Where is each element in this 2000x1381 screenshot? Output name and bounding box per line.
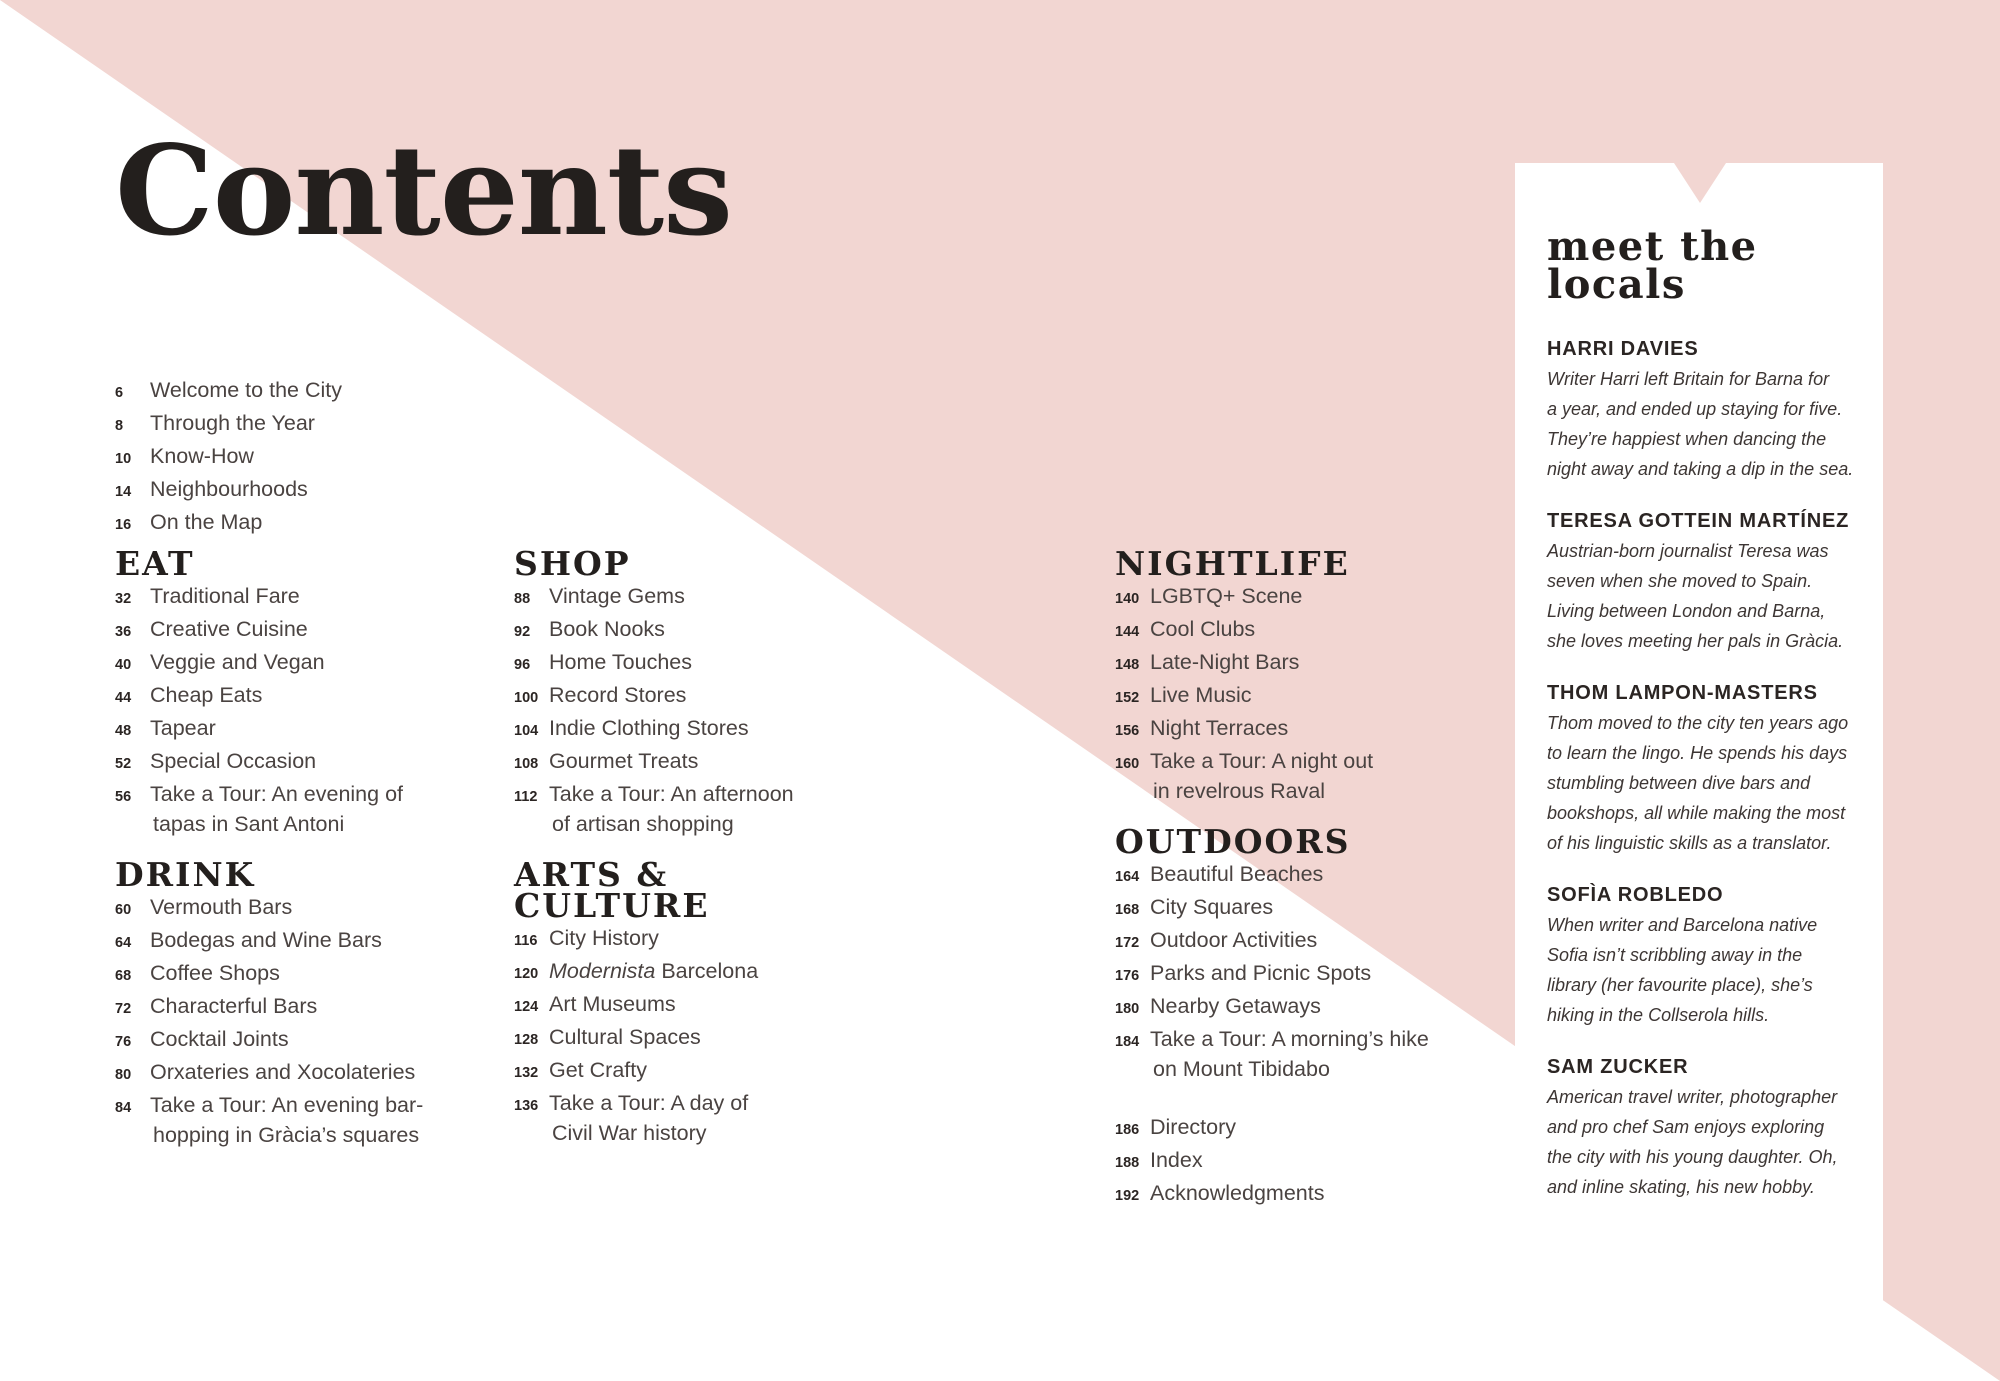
entry-label: Take a Tour: An evening bar- hopping in Gràcia’s squares bbox=[150, 1093, 424, 1147]
section-heading-outdoors: OUTDOORS bbox=[1115, 822, 1351, 861]
intro-list bbox=[115, 375, 342, 540]
entry-label: Neighbourhoods bbox=[150, 477, 308, 501]
page-number: 140 bbox=[1115, 591, 1140, 607]
toc-entry[interactable] bbox=[1115, 1112, 1429, 1145]
page-number: 100 bbox=[514, 690, 539, 706]
page-number: 184 bbox=[1115, 1034, 1140, 1050]
toc-entry[interactable] bbox=[1115, 713, 1429, 746]
entry-label: Acknowledgments bbox=[1150, 1181, 1325, 1205]
toc-entry[interactable] bbox=[514, 680, 794, 713]
toc-entry[interactable] bbox=[115, 614, 423, 647]
local-name: THOM LAMPON-MASTERS bbox=[1547, 682, 1818, 704]
entry-label: Cocktail Joints bbox=[150, 1027, 289, 1051]
page-number: 148 bbox=[1115, 657, 1140, 673]
page-number: 188 bbox=[1115, 1155, 1140, 1171]
entry-label: Modernista Barcelona bbox=[549, 959, 759, 983]
entry-label: Gourmet Treats bbox=[549, 749, 699, 773]
page-number: 168 bbox=[1115, 902, 1140, 918]
toc-entry[interactable] bbox=[514, 1022, 794, 1055]
toc-entry[interactable] bbox=[115, 581, 423, 614]
page-number: 176 bbox=[1115, 968, 1140, 984]
entry-label: LGBTQ+ Scene bbox=[1150, 584, 1303, 608]
page-number: 152 bbox=[1115, 690, 1140, 706]
toc-entry[interactable] bbox=[514, 923, 794, 956]
section-outdoors bbox=[1115, 822, 1429, 1084]
local-bio: Thom moved to the city ten years ago to learn the lingo. He spends his days stumbling between dive bars and bookshops, all while making the most of his linguistic skills as a translator. bbox=[1547, 713, 1849, 853]
entry-label: Home Touches bbox=[549, 650, 693, 674]
column-eat-drink bbox=[115, 544, 424, 1170]
toc-entry[interactable] bbox=[1115, 958, 1429, 991]
toc-entry[interactable] bbox=[514, 614, 794, 647]
toc-entry[interactable] bbox=[115, 892, 423, 925]
toc-entry[interactable] bbox=[1115, 1024, 1429, 1084]
local-profile bbox=[1547, 334, 1877, 484]
section-drink bbox=[115, 855, 424, 1150]
entry-label: Book Nooks bbox=[549, 617, 665, 641]
section-arts-culture bbox=[514, 855, 794, 1148]
toc-entry[interactable] bbox=[115, 1024, 423, 1057]
page-number: 186 bbox=[1115, 1122, 1140, 1138]
toc-entry[interactable] bbox=[115, 375, 342, 408]
toc-entry[interactable] bbox=[115, 647, 423, 680]
entry-label: Take a Tour: A morning’s hike on Mount Tibidabo bbox=[1150, 1027, 1429, 1081]
page-number: 128 bbox=[514, 1032, 539, 1048]
local-bio: Writer Harri left Britain for Barna for a year, and ended up staying for five. They’re happiest when dancing the night away and taking a dip in the sea. bbox=[1547, 369, 1854, 479]
page-number: 84 bbox=[115, 1100, 132, 1116]
entry-label: Live Music bbox=[1150, 683, 1252, 707]
section-heading-arts-culture: ARTS & CULTURE bbox=[514, 855, 710, 925]
local-profile bbox=[1547, 678, 1877, 858]
entry-label: Orxateries and Xocolateries bbox=[150, 1060, 416, 1084]
entry-label: Coffee Shops bbox=[150, 961, 280, 985]
section-backmatter bbox=[1115, 1112, 1429, 1211]
local-name: SOFÌA ROBLEDO bbox=[1547, 884, 1724, 906]
toc-entry[interactable] bbox=[115, 680, 423, 713]
page-number: 40 bbox=[115, 657, 132, 673]
column-shop-arts bbox=[514, 544, 794, 1168]
entry-label: Characterful Bars bbox=[150, 994, 318, 1018]
entry-label: Cheap Eats bbox=[150, 683, 263, 707]
toc-entry[interactable] bbox=[115, 779, 423, 839]
local-name: TERESA GOTTEIN MARTÍNEZ bbox=[1547, 510, 1850, 532]
local-profile bbox=[1547, 880, 1877, 1030]
entry-label: Bodegas and Wine Bars bbox=[150, 928, 382, 952]
toc-entry[interactable] bbox=[115, 408, 342, 441]
entry-label: Nearby Getaways bbox=[1150, 994, 1321, 1018]
toc-entry[interactable] bbox=[1115, 925, 1429, 958]
section-shop bbox=[514, 544, 794, 839]
entry-label: On the Map bbox=[150, 510, 263, 534]
toc-entry[interactable] bbox=[514, 713, 794, 746]
entry-label: Get Crafty bbox=[549, 1058, 647, 1082]
toc-entry[interactable] bbox=[514, 1088, 794, 1148]
toc-entry[interactable] bbox=[1115, 614, 1429, 647]
toc-entry[interactable] bbox=[115, 507, 342, 540]
page-number: 6 bbox=[115, 385, 124, 401]
local-bio: Austrian-born journalist Teresa was seven when she moved to Spain. Living between London and Barna, she loves meeting her pals in Gràcia. bbox=[1547, 541, 1844, 651]
page-number: 120 bbox=[514, 966, 539, 982]
entry-label: Beautiful Beaches bbox=[1150, 862, 1324, 886]
page-number: 132 bbox=[514, 1065, 539, 1081]
entry-label: Take a Tour: An afternoon of artisan shopping bbox=[549, 782, 794, 836]
section-eat bbox=[115, 544, 423, 839]
toc-entry[interactable] bbox=[1115, 859, 1429, 892]
page-number: 112 bbox=[514, 789, 538, 805]
entry-label: Through the Year bbox=[150, 411, 315, 435]
entry-label: Parks and Picnic Spots bbox=[1150, 961, 1372, 985]
entry-label: Vermouth Bars bbox=[150, 895, 293, 919]
page-number: 68 bbox=[115, 968, 132, 984]
toc-entry[interactable] bbox=[514, 956, 794, 989]
page-number: 14 bbox=[115, 484, 132, 500]
toc-entry[interactable] bbox=[1115, 1145, 1429, 1178]
local-name: SAM ZUCKER bbox=[1547, 1056, 1689, 1078]
locals-heading: meet the locals bbox=[1547, 223, 1758, 308]
toc-entry[interactable] bbox=[1115, 581, 1429, 614]
page-number: 32 bbox=[115, 591, 132, 607]
toc-entry[interactable] bbox=[514, 779, 794, 839]
page-number: 104 bbox=[514, 723, 539, 739]
section-heading-shop: SHOP bbox=[514, 544, 631, 583]
entry-label: Traditional Fare bbox=[150, 584, 300, 608]
entry-label: Know-How bbox=[150, 444, 254, 468]
page-number: 10 bbox=[115, 451, 132, 467]
entry-label: Cultural Spaces bbox=[549, 1025, 701, 1049]
local-bio: American travel writer, photographer and pro chef Sam enjoys exploring the city with his young daughter. Oh, and inline skating, his new hobby. bbox=[1547, 1087, 1838, 1197]
page-number: 144 bbox=[1115, 624, 1140, 640]
entry-label: Creative Cuisine bbox=[150, 617, 308, 641]
section-nightlife bbox=[1115, 544, 1429, 806]
toc-entry[interactable] bbox=[115, 474, 342, 507]
local-profile bbox=[1547, 1052, 1877, 1202]
toc-entry[interactable] bbox=[1115, 991, 1429, 1024]
page-number: 136 bbox=[514, 1098, 539, 1114]
page-title: Contents bbox=[115, 119, 732, 264]
toc-entry[interactable] bbox=[1115, 746, 1429, 806]
entry-label: Night Terraces bbox=[1150, 716, 1289, 740]
page-number: 56 bbox=[115, 789, 132, 805]
column-nightlife-outdoors bbox=[1115, 544, 1429, 1231]
page-number: 192 bbox=[1115, 1188, 1140, 1204]
page-number: 124 bbox=[514, 999, 539, 1015]
toc-entry[interactable] bbox=[514, 647, 794, 680]
page-number: 172 bbox=[1115, 935, 1140, 951]
entry-label: City Squares bbox=[1150, 895, 1274, 919]
toc-entry[interactable] bbox=[115, 991, 423, 1024]
page-number: 60 bbox=[115, 902, 132, 918]
toc-entry[interactable] bbox=[1115, 1178, 1429, 1211]
toc-entry[interactable] bbox=[115, 1057, 423, 1090]
entry-label: Take a Tour: A day of Civil War history bbox=[549, 1091, 749, 1145]
entry-label: Take a Tour: An evening of tapas in Sant Antoni bbox=[150, 782, 404, 836]
toc-entry[interactable] bbox=[115, 746, 423, 779]
page-number: 48 bbox=[115, 723, 132, 739]
page-number: 80 bbox=[115, 1067, 132, 1083]
page-number: 16 bbox=[115, 517, 132, 533]
toc-entry[interactable] bbox=[514, 746, 794, 779]
entry-label: Art Museums bbox=[549, 992, 676, 1016]
entry-label: Record Stores bbox=[549, 683, 687, 707]
entry-label: Index bbox=[1150, 1148, 1203, 1172]
section-heading-eat: EAT bbox=[115, 544, 195, 583]
entry-label: Indie Clothing Stores bbox=[549, 716, 749, 740]
entry-label: Outdoor Activities bbox=[1150, 928, 1318, 952]
entry-label: Take a Tour: A night out in revelrous Raval bbox=[1150, 749, 1374, 803]
entry-label: Tapear bbox=[150, 716, 216, 740]
entry-label: Cool Clubs bbox=[1150, 617, 1256, 641]
page-number: 108 bbox=[514, 756, 539, 772]
page-number: 52 bbox=[115, 756, 132, 772]
toc-entry[interactable] bbox=[1115, 680, 1429, 713]
meet-the-locals bbox=[1547, 223, 1877, 1224]
page-number: 8 bbox=[115, 418, 124, 434]
page-number: 44 bbox=[115, 690, 132, 706]
toc-entry[interactable] bbox=[115, 925, 423, 958]
local-name: HARRI DAVIES bbox=[1547, 338, 1699, 360]
page-number: 72 bbox=[115, 1001, 132, 1017]
entry-label: City History bbox=[549, 926, 659, 950]
page-number: 64 bbox=[115, 935, 132, 951]
page-number: 92 bbox=[514, 624, 531, 640]
page-number: 156 bbox=[1115, 723, 1140, 739]
toc-entry[interactable] bbox=[514, 581, 794, 614]
toc-entry[interactable] bbox=[115, 1090, 423, 1150]
page-number: 76 bbox=[115, 1034, 132, 1050]
toc-entry[interactable] bbox=[115, 441, 342, 474]
toc-entry[interactable] bbox=[1115, 647, 1429, 680]
entry-label: Late-Night Bars bbox=[1150, 650, 1300, 674]
entry-label: Vintage Gems bbox=[549, 584, 685, 608]
panel-notch-icon bbox=[1674, 163, 1726, 203]
toc-entry[interactable] bbox=[115, 713, 423, 746]
section-heading-drink: DRINK bbox=[115, 855, 256, 894]
section-heading-nightlife: NIGHTLIFE bbox=[1115, 544, 1350, 583]
toc-entry[interactable] bbox=[514, 1055, 794, 1088]
entry-label: Special Occasion bbox=[150, 749, 317, 773]
entry-label: Welcome to the City bbox=[150, 378, 342, 402]
toc-entry[interactable] bbox=[514, 989, 794, 1022]
page-number: 116 bbox=[514, 933, 538, 949]
page-number: 180 bbox=[1115, 1001, 1140, 1017]
local-profile bbox=[1547, 506, 1877, 656]
page-number: 96 bbox=[514, 657, 531, 673]
toc-entry[interactable] bbox=[1115, 892, 1429, 925]
page-number: 36 bbox=[115, 624, 132, 640]
entry-label: Directory bbox=[1150, 1115, 1237, 1139]
toc-entry[interactable] bbox=[115, 958, 423, 991]
page-number: 88 bbox=[514, 591, 531, 607]
entry-label: Veggie and Vegan bbox=[150, 650, 325, 674]
page-number: 164 bbox=[1115, 869, 1140, 885]
page-number: 160 bbox=[1115, 756, 1140, 772]
local-bio: When writer and Barcelona native Sofia isn’t scribbling away in the library (her favourite place), she’s hiking in the Collserola hills. bbox=[1547, 915, 1818, 1025]
